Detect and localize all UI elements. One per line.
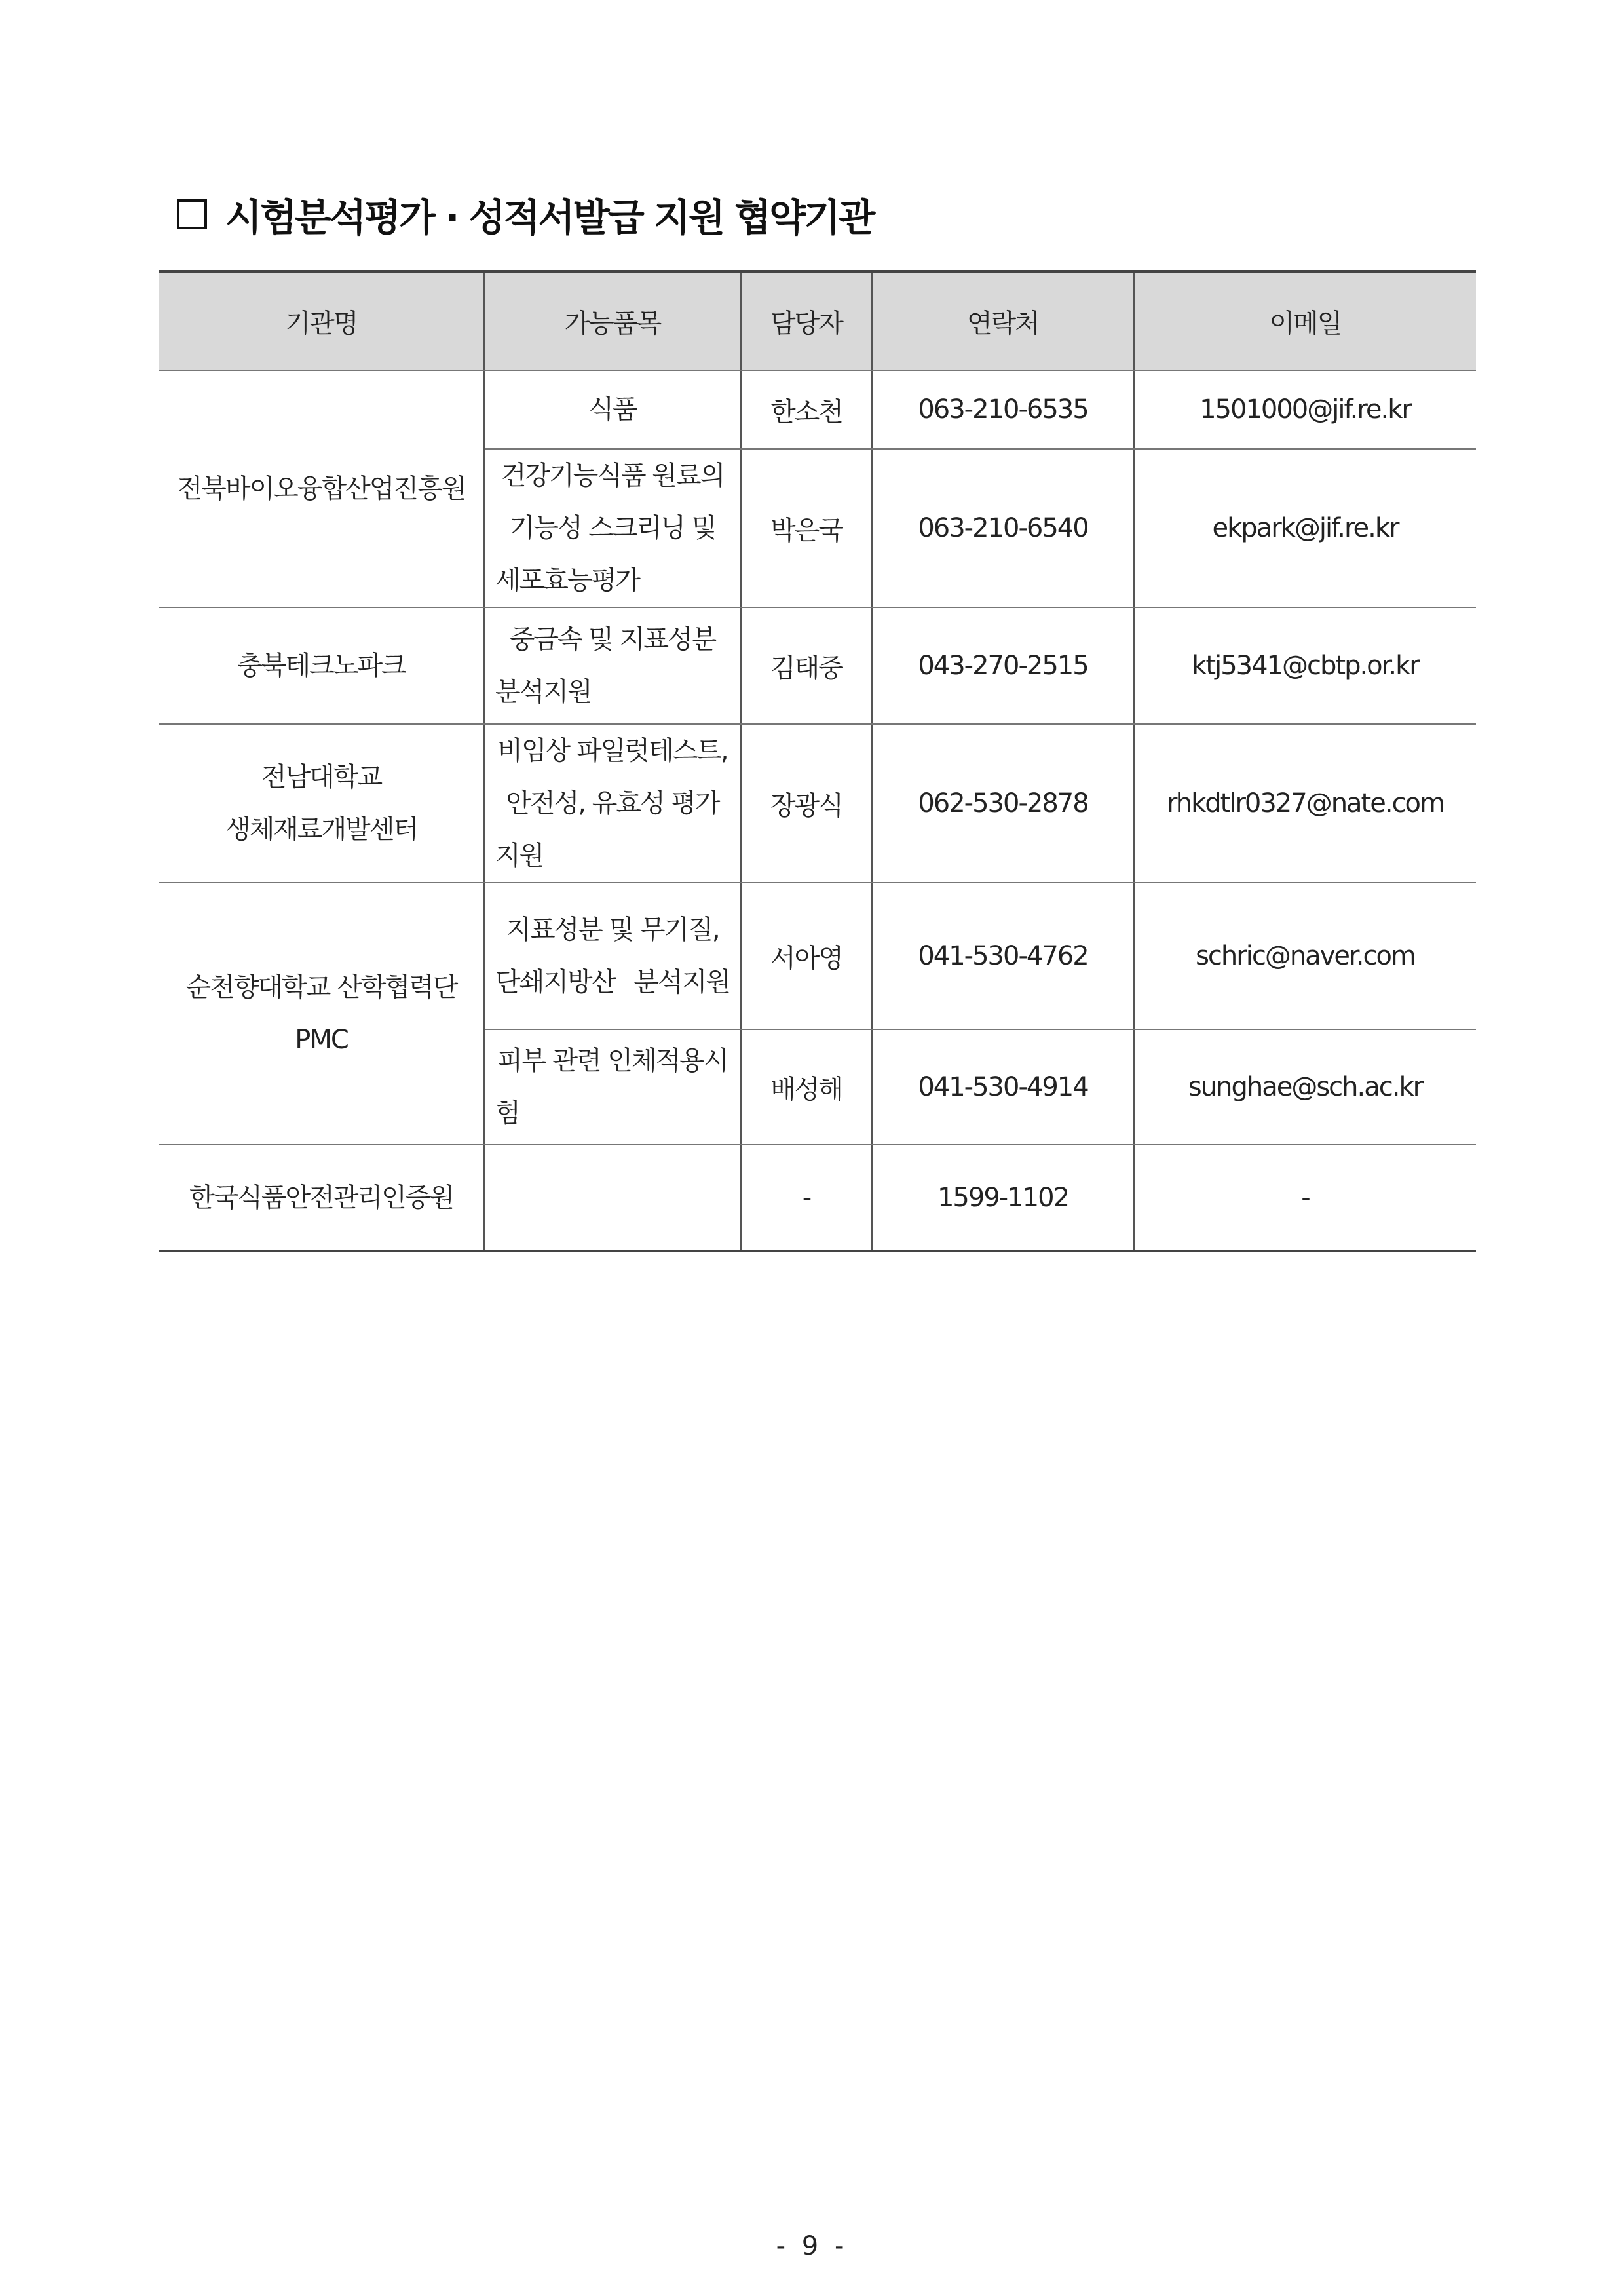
item-cell: 중금속 및 지표성분 분석지원 <box>484 607 741 724</box>
email-cell: 1501000@jif.re.kr <box>1134 370 1476 449</box>
org-name-cell <box>159 370 484 607</box>
header-items: 가능품목 <box>484 271 741 370</box>
email-cell: sunghae@sch.ac.kr <box>1134 1029 1476 1145</box>
phone-cell: 1599-1102 <box>872 1145 1134 1251</box>
checkbox-icon <box>177 199 207 229</box>
phone-cell: 041-530-4762 <box>872 883 1134 1029</box>
contact-cell: 한소천 <box>741 370 872 449</box>
org-name: 전남대학교 <box>261 762 382 792</box>
item-cell: 피부 관련 인체적용시험 <box>484 1029 741 1145</box>
email-cell: ktj5341@cbtp.or.kr <box>1134 607 1476 724</box>
contact-cell: - <box>741 1145 872 1251</box>
org-name-cell <box>159 724 484 883</box>
contact-cell: 배성해 <box>741 1029 872 1145</box>
contact-cell: 서아영 <box>741 883 872 1029</box>
item-cell <box>484 1145 741 1251</box>
header-phone: 연락처 <box>872 271 1134 370</box>
table-header-row <box>159 271 1476 370</box>
org-name: 생체재료개발센터 <box>225 814 418 845</box>
org-name-cell <box>159 883 484 1145</box>
table-row <box>159 724 1476 883</box>
org-name: 전북바이오융합산업진흥원 <box>177 474 466 504</box>
phone-cell: 063-210-6535 <box>872 370 1134 449</box>
org-name: 순천향대학교 산학협력단 <box>185 972 457 1003</box>
email-cell: - <box>1134 1145 1476 1251</box>
contact-cell: 김태중 <box>741 607 872 724</box>
org-name: 충북테크노파크 <box>237 651 406 681</box>
table-row <box>159 1145 1476 1251</box>
org-name: 한국식품안전관리인증원 <box>189 1182 454 1213</box>
header-contact-person: 담당자 <box>741 271 872 370</box>
partner-institutions-table <box>159 270 1476 1252</box>
org-name: PMC <box>295 1025 348 1055</box>
phone-cell: 063-210-6540 <box>872 449 1134 607</box>
header-email: 이메일 <box>1134 271 1476 370</box>
item-cell: 지표성분 및 무기질, 단쇄지방산 분석지원 <box>484 883 741 1029</box>
item-cell: 비임상 파일럿테스트, 안전성, 유효성 평가 지원 <box>484 724 741 883</box>
contact-cell: 박은국 <box>741 449 872 607</box>
email-cell: ekpark@jif.re.kr <box>1134 449 1476 607</box>
org-name-cell <box>159 1145 484 1251</box>
item-cell: 식품 <box>484 370 741 449</box>
table-row <box>159 370 1476 449</box>
email-cell: schric@naver.com <box>1134 883 1476 1029</box>
item-cell: 건강기능식품 원료의 기능성 스크리닝 및 세포효능평가 <box>484 449 741 607</box>
page-heading <box>177 187 873 242</box>
org-name-cell <box>159 607 484 724</box>
contact-cell: 장광식 <box>741 724 872 883</box>
email-cell: rhkdtlr0327@nate.com <box>1134 724 1476 883</box>
table-row <box>159 607 1476 724</box>
header-org-name: 기관명 <box>159 271 484 370</box>
phone-cell: 041-530-4914 <box>872 1029 1134 1145</box>
page-title: 시험분석평가 · 성적서발급 지원 협약기관 <box>225 195 874 240</box>
phone-cell: 062-530-2878 <box>872 724 1134 883</box>
table-row <box>159 883 1476 1029</box>
phone-cell: 043-270-2515 <box>872 607 1134 724</box>
page-number: - 9 - <box>776 2231 848 2261</box>
